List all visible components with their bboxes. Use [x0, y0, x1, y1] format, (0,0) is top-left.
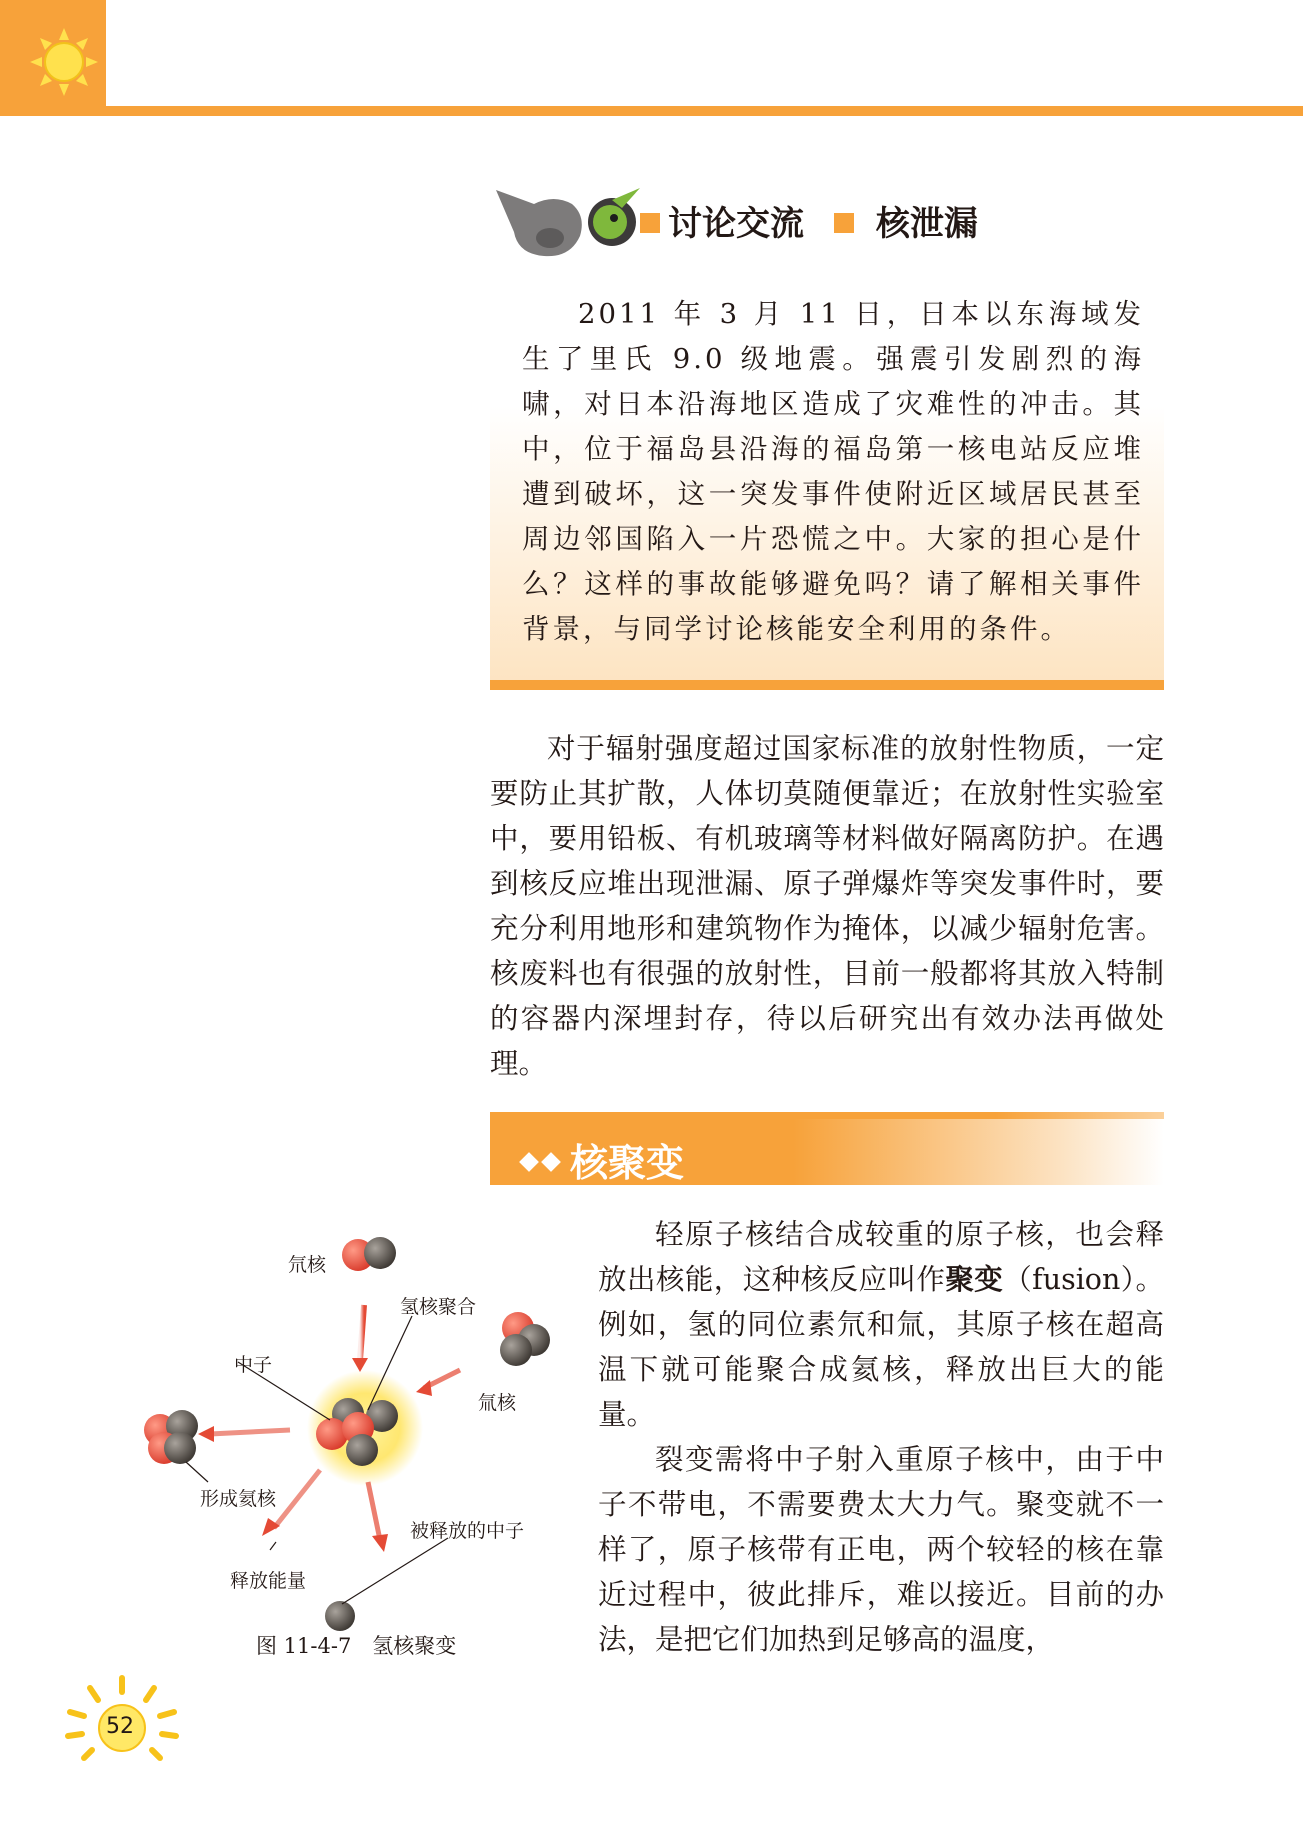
- released-neutron: [325, 1601, 355, 1631]
- fusion-center: [307, 1370, 423, 1486]
- discussion-topic: 核泄漏: [875, 204, 978, 244]
- discussion-paragraph: 2011 年 3 月 11 日，日本以东海域发生了里氏 9.0 级地震。强震引发剧烈的海啸，对日本沿海地区造成了灾难性的冲击。其中，位于福岛县沿海的福岛第一核电站反应堆遭到破坏，这一突发事件使附近区域居民甚至周边邻国陷入一片恐慌之中。大家的担心是什么？这样的事故能够避免吗？请了解相关事件背景，与同学讨论核能安全利用的条件。: [522, 298, 1144, 645]
- fusion-paragraph-2: 裂变需将中子射入重原子核中，由于中子不带电，不需要费太大力气。聚变就不一样了，原子核带有正电，两个较轻的核在靠近过程中，彼此排斥，难以接近。目前的办法，是把它们加热到足够高的温度，: [598, 1443, 1164, 1656]
- header-band: [0, 106, 1303, 116]
- discussion-mascot-icon: [494, 182, 644, 262]
- label-energy: 释放能量: [230, 1570, 307, 1592]
- label-deuterium: 氘核: [288, 1254, 327, 1276]
- tritium-nucleus: [500, 1312, 550, 1366]
- fusion-text-part: （fusion）。例如，氢的同位素氘和氚，其原子核在超高温下就可能聚合成氦核，释放出巨大的能量。: [598, 1263, 1164, 1431]
- discussion-text: [522, 292, 1144, 652]
- label-tritium: 氚核: [478, 1392, 517, 1414]
- fusion-diagram-graphic: [130, 1220, 570, 1640]
- helium-nucleus: [144, 1410, 198, 1464]
- sun-icon: [0, 0, 106, 106]
- fusion-text-block: [598, 1212, 1164, 1662]
- section-header-top-bar: [490, 1112, 1164, 1119]
- label-helium: 形成氦核: [200, 1488, 277, 1510]
- label-neutron: 中子: [234, 1354, 273, 1376]
- discussion-title: [640, 196, 978, 245]
- discussion-label: 讨论交流: [668, 204, 804, 244]
- header-corner-block: [0, 0, 106, 116]
- square-bullet-icon: [640, 213, 660, 233]
- section-title-text: 核聚变: [570, 1141, 685, 1185]
- label-released-neutron: 被释放的中子: [410, 1520, 525, 1542]
- fusion-term: 聚变: [945, 1263, 1004, 1296]
- square-bullet-icon: [834, 213, 854, 233]
- main-paragraph: 对于辐射强度超过国家标准的放射性物质，一定要防止其扩散，人体切莫随便靠近；在放射性实验室中，要用铅板、有机玻璃等材料做好隔离防护。在遇到核反应堆出现泄漏、原子弹爆炸等突发事件时，要充分利用地形和建筑物作为掩体，以减少辐射危害。核废料也有很强的放射性，目前一般都将其放入特制的容器内深埋封存，待以后研究出有效办法再做处理。: [490, 732, 1164, 1080]
- diamond-bullet-icon: [519, 1152, 539, 1172]
- page-number: 52: [106, 1714, 134, 1739]
- fusion-diagram: [130, 1220, 570, 1640]
- main-paragraph-block: [490, 726, 1164, 1086]
- section-title: [518, 1132, 684, 1187]
- label-hydrogen-fusion: 氢核聚合: [400, 1296, 477, 1318]
- diamond-bullet-icon: [541, 1152, 561, 1172]
- figure-caption: 图 11-4-7 氢核聚变: [256, 1634, 457, 1658]
- fusion-paragraph-1: [598, 1212, 1164, 1437]
- deuterium-nucleus: [342, 1237, 396, 1271]
- discussion-box-bottom-bar: [490, 680, 1164, 690]
- fusion-text-part: 轻原子核结合成较重的原子核，也会释放出核能，这种核反应叫作: [598, 1218, 1164, 1296]
